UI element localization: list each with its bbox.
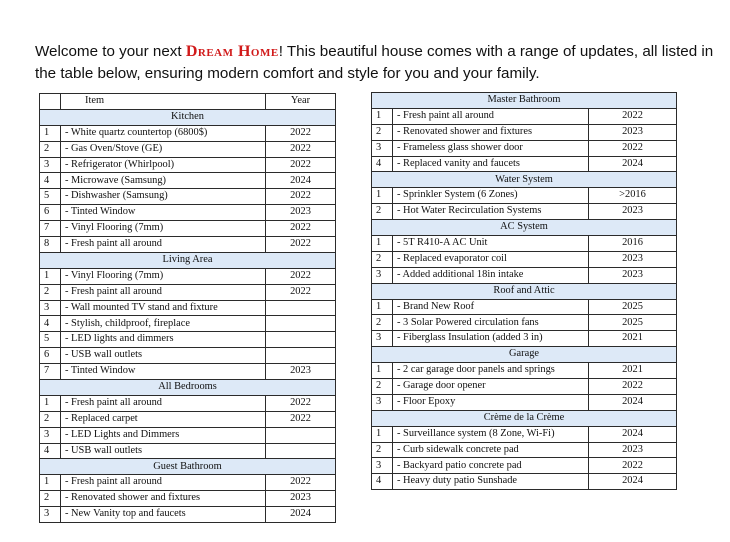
row-item: - Refrigerator (Whirlpool) [61,157,266,173]
table-row [372,140,677,156]
table-row [40,141,336,157]
row-number: 4 [40,173,61,189]
row-item: - LED Lights and Dimmers [61,427,266,443]
row-number: 2 [372,251,393,267]
row-number: 3 [372,394,393,410]
header-item: Item [61,94,266,110]
row-year: 2022 [266,475,336,491]
row-year: 2022 [266,189,336,205]
row-item: - Fresh paint all around [393,108,589,124]
table-row [372,108,677,124]
row-item: - Dishwasher (Samsung) [61,189,266,205]
row-item: - Stylish, childproof, fireplace [61,316,266,332]
row-number: 2 [372,204,393,220]
row-number: 2 [40,284,61,300]
intro-text-before: Welcome to your next [35,43,186,60]
updates-table-right [371,92,677,490]
row-year: 2022 [589,379,677,395]
row-number: 1 [372,236,393,252]
updates-table-right-body [372,93,677,490]
row-item: - Heavy duty patio Sunshade [393,474,589,490]
table-row [40,395,336,411]
table-row [40,173,336,189]
row-year: 2023 [589,124,677,140]
row-number: 7 [40,221,61,237]
row-year: 2023 [589,442,677,458]
row-year [266,300,336,316]
table-row [40,364,336,380]
row-number: 7 [40,364,61,380]
row-number: 2 [372,124,393,140]
table-row [40,507,336,523]
table-row [40,268,336,284]
row-number: 2 [372,315,393,331]
table-row [40,300,336,316]
row-number: 2 [372,442,393,458]
row-year: 2022 [266,284,336,300]
table-row [372,299,677,315]
row-item: - 3 Solar Powered circulation fans [393,315,589,331]
row-number: 1 [372,108,393,124]
updates-table-left-body [40,94,336,523]
table-header-row [40,94,336,110]
row-year [266,427,336,443]
table-row [40,316,336,332]
table-row [40,189,336,205]
table-row [40,411,336,427]
section-header-ac-system [372,220,677,236]
table-row [372,156,677,172]
section-title: Garage [372,347,677,363]
row-item: - Fresh paint all around [61,237,266,253]
table-row [40,221,336,237]
row-number: 3 [372,331,393,347]
row-number: 1 [372,426,393,442]
row-item: - Vinyl Flooring (7mm) [61,221,266,237]
table-row [40,284,336,300]
row-item: - White quartz countertop (6800$) [61,125,266,141]
row-year [266,332,336,348]
row-number: 2 [40,141,61,157]
row-item: - Vinyl Flooring (7mm) [61,268,266,284]
table-row [40,427,336,443]
row-item: - Added additional 18in intake [393,267,589,283]
row-year: 2025 [589,315,677,331]
row-year: 2024 [589,156,677,172]
row-year: 2023 [266,205,336,221]
row-number: 2 [40,491,61,507]
row-year: 2024 [266,507,336,523]
row-number: 5 [40,332,61,348]
row-item: - Hot Water Recirculation Systems [393,204,589,220]
table-row [40,157,336,173]
row-year: 2022 [266,141,336,157]
section-title: Guest Bathroom [40,459,336,475]
row-item: - Sprinkler System (6 Zones) [393,188,589,204]
row-number: 2 [372,379,393,395]
row-item: - Tinted Window [61,205,266,221]
row-item: - Replaced evaporator coil [393,251,589,267]
row-year [266,443,336,459]
row-item: - 5T R410-A AC Unit [393,236,589,252]
row-item: - Fresh paint all around [61,475,266,491]
row-item: - Backyard patio concrete pad [393,458,589,474]
row-year: 2024 [589,394,677,410]
row-item: - Tinted Window [61,364,266,380]
row-number: 6 [40,348,61,364]
table-row [372,315,677,331]
table-row [372,124,677,140]
section-title: Roof and Attic [372,283,677,299]
section-header-kitchen [40,109,336,125]
row-number: 3 [372,458,393,474]
row-year: 2021 [589,363,677,379]
table-row [372,442,677,458]
row-number: 1 [372,299,393,315]
row-year: 2023 [589,267,677,283]
section-header-water-system [372,172,677,188]
intro-text-after: ! This beautiful house comes with a range of updates, all listed in the table below, ensuring modern comfort and style for you and your family. [35,43,714,82]
dream-home-highlight: Dream Home [185,43,279,60]
row-year: >2016 [589,188,677,204]
row-year: 2024 [589,426,677,442]
row-item: - Gas Oven/Stove (GE) [61,141,266,157]
row-year: 2024 [266,173,336,189]
section-header-garage [372,347,677,363]
table-row [372,379,677,395]
row-number: 6 [40,205,61,221]
row-number: 1 [372,188,393,204]
table-row [372,474,677,490]
row-year: 2022 [589,108,677,124]
table-row [372,267,677,283]
table-row [40,237,336,253]
row-item: - Floor Epoxy [393,394,589,410]
row-year: 2023 [589,204,677,220]
row-year [266,348,336,364]
row-number: 3 [40,427,61,443]
updates-table-left [39,93,336,523]
row-number: 1 [40,125,61,141]
row-year: 2022 [266,221,336,237]
row-year: 2023 [266,491,336,507]
section-header-creme-de-la-creme [372,410,677,426]
row-number: 4 [372,156,393,172]
intro-paragraph [35,41,715,85]
section-title: All Bedrooms [40,380,336,396]
row-number: 1 [40,395,61,411]
row-number: 4 [40,316,61,332]
section-title: Master Bathroom [372,93,677,109]
row-year: 2022 [266,237,336,253]
row-number: 1 [40,475,61,491]
row-item: - LED lights and dimmers [61,332,266,348]
row-year: 2022 [266,157,336,173]
row-item: - Wall mounted TV stand and fixture [61,300,266,316]
table-row [40,491,336,507]
table-row [372,188,677,204]
row-number: 5 [40,189,61,205]
row-item: - Renovated shower and fixtures [393,124,589,140]
row-year: 2022 [266,395,336,411]
row-number: 3 [372,140,393,156]
section-header-roof-and-attic [372,283,677,299]
section-title: Kitchen [40,109,336,125]
row-year: 2016 [589,236,677,252]
table-row [40,348,336,364]
row-item: - Fiberglass Insulation (added 3 in) [393,331,589,347]
row-item: - USB wall outlets [61,443,266,459]
row-item: - Garage door opener [393,379,589,395]
row-year: 2023 [589,251,677,267]
row-item: - Renovated shower and fixtures [61,491,266,507]
table-row [372,426,677,442]
row-number: 4 [372,474,393,490]
row-item: - Fresh paint all around [61,395,266,411]
section-header-all-bedrooms [40,380,336,396]
row-year: 2024 [589,474,677,490]
row-year: 2022 [266,411,336,427]
table-row [40,125,336,141]
row-number: 2 [40,411,61,427]
table-row [40,205,336,221]
table-row [372,458,677,474]
row-item: - Frameless glass shower door [393,140,589,156]
row-item: - Brand New Roof [393,299,589,315]
row-item: - Microwave (Samsung) [61,173,266,189]
table-row [372,236,677,252]
header-number-cell [40,94,61,110]
row-number: 3 [40,507,61,523]
row-year [266,316,336,332]
section-header-master-bathroom [372,93,677,109]
row-number: 1 [40,268,61,284]
row-item: - Curb sidewalk concrete pad [393,442,589,458]
section-title: AC System [372,220,677,236]
table-row [40,332,336,348]
row-year: 2022 [589,140,677,156]
table-row [40,475,336,491]
section-header-living-area [40,252,336,268]
table-row [372,394,677,410]
section-title: Crème de la Crème [372,410,677,426]
table-row [372,331,677,347]
section-header-guest-bathroom [40,459,336,475]
row-number: 3 [40,300,61,316]
row-year: 2022 [266,268,336,284]
row-year: 2022 [266,125,336,141]
row-number: 1 [372,363,393,379]
row-item: - Surveillance system (8 Zone, Wi-Fi) [393,426,589,442]
section-title: Living Area [40,252,336,268]
row-year: 2022 [589,458,677,474]
row-number: 8 [40,237,61,253]
row-item: - Fresh paint all around [61,284,266,300]
row-item: - New Vanity top and faucets [61,507,266,523]
header-year: Year [266,94,336,110]
row-year: 2021 [589,331,677,347]
table-row [372,204,677,220]
table-row [372,251,677,267]
row-item: - Replaced vanity and faucets [393,156,589,172]
row-year: 2023 [266,364,336,380]
section-title: Water System [372,172,677,188]
row-item: - USB wall outlets [61,348,266,364]
row-number: 3 [372,267,393,283]
row-item: - Replaced carpet [61,411,266,427]
table-row [40,443,336,459]
table-row [372,363,677,379]
row-item: - 2 car garage door panels and springs [393,363,589,379]
row-number: 3 [40,157,61,173]
row-number: 4 [40,443,61,459]
row-year: 2025 [589,299,677,315]
